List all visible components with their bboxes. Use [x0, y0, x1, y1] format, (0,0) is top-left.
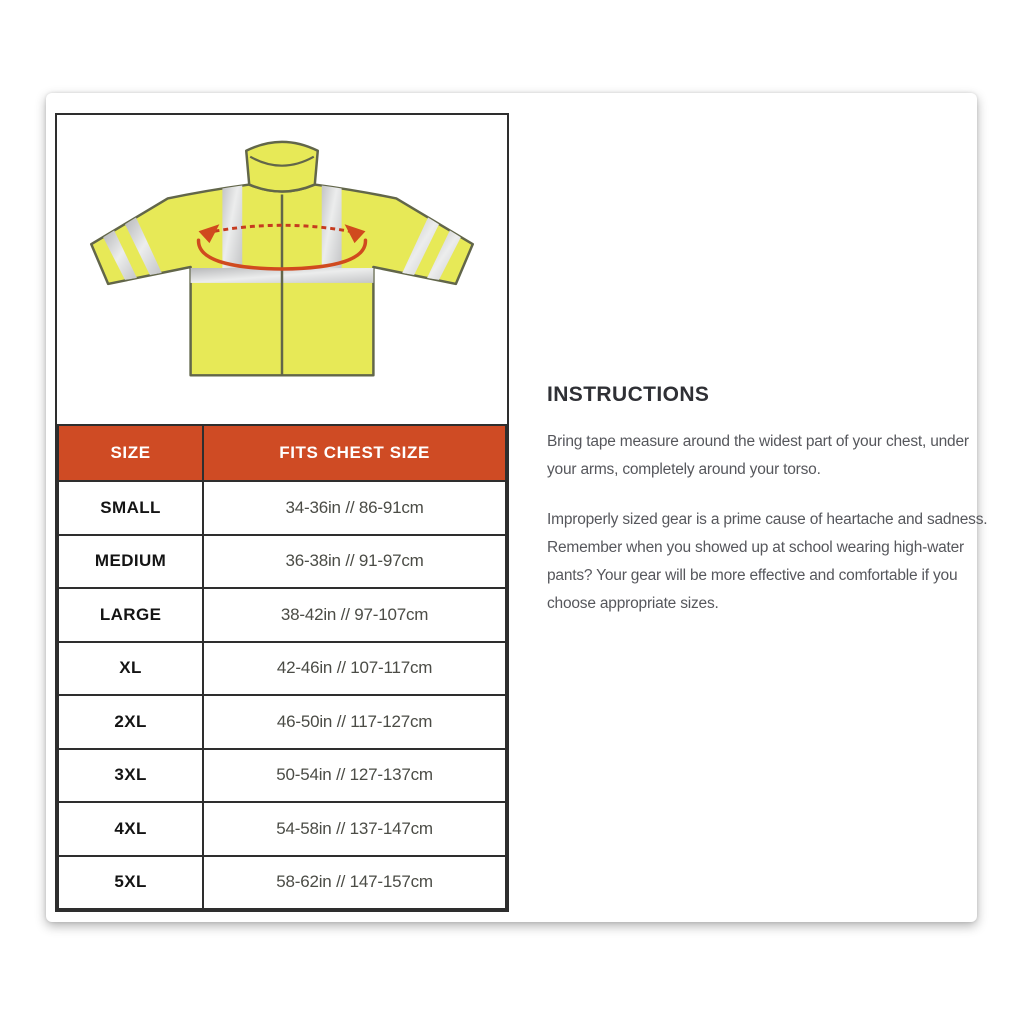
instructions-paragraph-1: Bring tape measure around the widest part of your chest, under your arms, completely around your torso. [547, 433, 969, 478]
chest-column-header: FITS CHEST SIZE [203, 425, 506, 481]
table-row [58, 749, 506, 803]
table-row [58, 802, 506, 856]
chest-size-cell: 46-50in // 117-127cm [203, 695, 506, 749]
size-chart-panel [55, 113, 509, 912]
table-row [58, 588, 506, 642]
chest-size-cell: 34-36in // 86-91cm [203, 481, 506, 535]
table-row [58, 481, 506, 535]
size-table-wrap [57, 424, 507, 910]
size-cell: 5XL [58, 856, 203, 910]
size-cell: LARGE [58, 588, 203, 642]
chest-size-cell: 54-58in // 137-147cm [203, 802, 506, 856]
instructions-section [547, 383, 989, 640]
size-cell: SMALL [58, 481, 203, 535]
size-column-header: SIZE [58, 425, 203, 481]
chest-size-cell: 36-38in // 91-97cm [203, 535, 506, 589]
instructions-paragraph-2: Improperly sized gear is a prime cause of heartache and sadness. Remember when you showed up at school wearing high-water pants? Your gear will be more effective and comfortable if you choose appropriate sizes. [547, 511, 988, 612]
size-chart-card [46, 93, 988, 922]
hi-vis-jacket-icon [57, 115, 507, 424]
table-row [58, 856, 506, 910]
size-table [57, 424, 507, 910]
chest-size-cell: 42-46in // 107-117cm [203, 642, 506, 696]
table-row [58, 695, 506, 749]
size-cell: 4XL [58, 802, 203, 856]
table-row [58, 642, 506, 696]
chest-size-cell: 38-42in // 97-107cm [203, 588, 506, 642]
size-table-body [58, 481, 506, 909]
chest-size-cell: 58-62in // 147-157cm [203, 856, 506, 910]
chest-size-cell: 50-54in // 127-137cm [203, 749, 506, 803]
size-cell: 3XL [58, 749, 203, 803]
table-header-row [58, 425, 506, 481]
size-cell: MEDIUM [58, 535, 203, 589]
table-row [58, 535, 506, 589]
jacket-illustration [57, 115, 507, 424]
instructions-title: INSTRUCTIONS [547, 383, 710, 406]
size-cell: 2XL [58, 695, 203, 749]
size-cell: XL [58, 642, 203, 696]
